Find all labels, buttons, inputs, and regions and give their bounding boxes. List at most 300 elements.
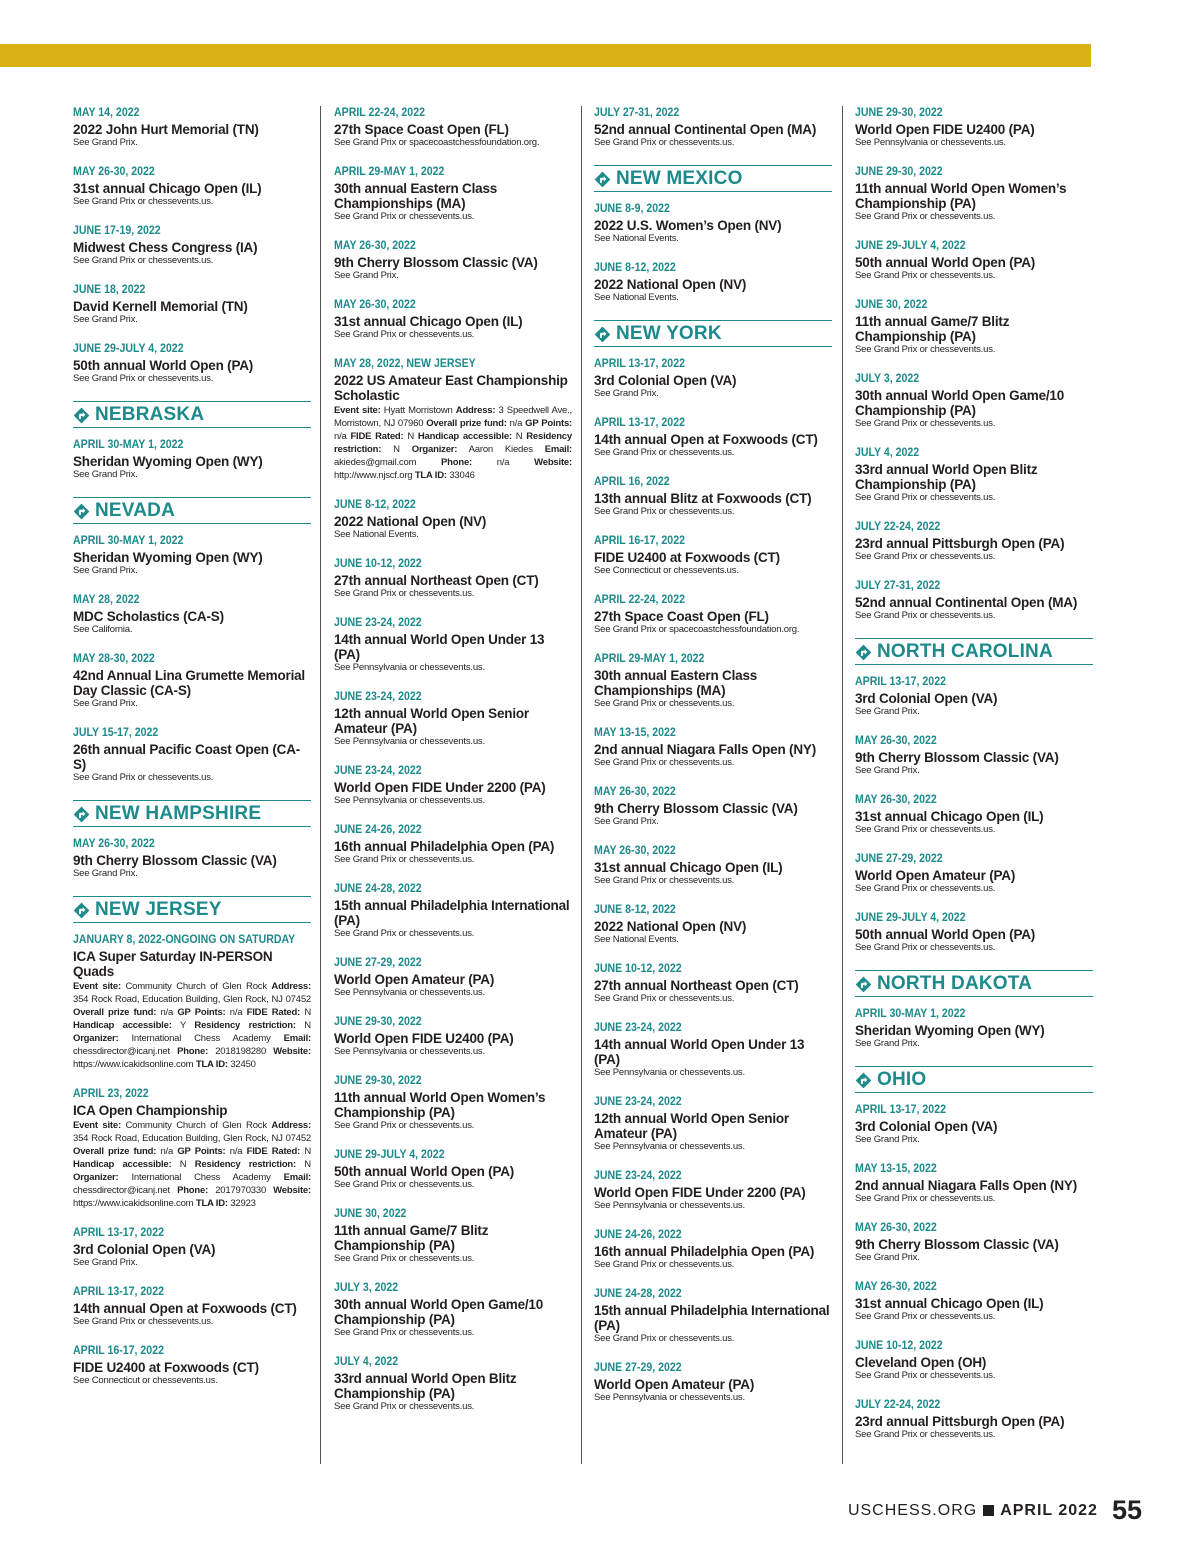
- detail-value: 33046: [449, 470, 475, 481]
- footer-separator: [983, 1505, 994, 1516]
- event-date: MAY 26-30, 2022: [594, 845, 676, 857]
- event-listing: [855, 446, 1093, 504]
- detail-label: Phone:: [177, 1046, 209, 1057]
- event-listing: [855, 1103, 1093, 1146]
- direction-sign-icon: [73, 902, 90, 919]
- event-note: See Grand Prix or chessevents.us.: [855, 492, 996, 503]
- event-listing: [855, 106, 1093, 149]
- event-title: 9th Cherry Blossom Classic (VA): [73, 853, 277, 868]
- event-note: See Grand Prix.: [73, 314, 138, 325]
- event-date: MAY 26-30, 2022: [855, 1281, 937, 1293]
- event-note: See Grand Prix or chessevents.us.: [855, 1193, 996, 1204]
- event-note: See Grand Prix.: [73, 469, 138, 480]
- event-date: JUNE 23-24, 2022: [594, 1170, 682, 1182]
- event-title: 2022 National Open (NV): [594, 919, 747, 934]
- event-note: See Grand Prix or chessevents.us.: [594, 1333, 735, 1344]
- detail-value: International Chess Academy: [131, 1172, 271, 1183]
- page-number: 55: [1111, 1495, 1142, 1525]
- event-listing: [334, 357, 572, 482]
- event-title: World Open FIDE Under 2200 (PA): [594, 1185, 806, 1200]
- event-listing: [334, 956, 572, 999]
- detail-value: n/a: [509, 418, 523, 429]
- detail-value: chessdirector@icanj.net: [73, 1185, 170, 1196]
- event-date: JUNE 10-12, 2022: [334, 558, 422, 570]
- listing-column-1: [73, 106, 311, 1403]
- event-note: See Grand Prix or chessevents.us.: [855, 942, 996, 953]
- event-listing: [594, 726, 832, 769]
- event-date: JULY 4, 2022: [334, 1356, 399, 1368]
- event-date: JUNE 27-29, 2022: [594, 1362, 682, 1374]
- detail-label: Website:: [273, 1046, 311, 1057]
- event-title: World Open Amateur (PA): [594, 1377, 755, 1392]
- top-color-bar: [0, 44, 1091, 67]
- event-note: See Pennsylvania or chessevents.us.: [855, 137, 1006, 148]
- event-note: See Grand Prix or chessevents.us.: [855, 418, 996, 429]
- event-note: See National Events.: [594, 934, 679, 945]
- event-date: JUNE 29-JULY 4, 2022: [73, 343, 184, 355]
- event-listing: [855, 793, 1093, 836]
- event-listing: [855, 1339, 1093, 1382]
- event-listing: [855, 165, 1093, 223]
- event-title: 3rd Colonial Open (VA): [594, 373, 737, 388]
- detail-value: Aaron Kiedes: [468, 444, 533, 455]
- detail-label: Phone:: [177, 1185, 209, 1196]
- event-listing: [334, 1074, 572, 1132]
- event-title: Cleveland Open (OH): [855, 1355, 987, 1370]
- event-note: See Grand Prix or chessevents.us.: [594, 993, 735, 1004]
- event-date: MAY 13-15, 2022: [594, 727, 676, 739]
- event-date: JUNE 29-30, 2022: [855, 107, 943, 119]
- event-listing: [855, 911, 1093, 954]
- detail-value: Hyatt Morristown: [383, 405, 453, 416]
- event-listing: [334, 690, 572, 748]
- event-listing: [594, 962, 832, 1005]
- direction-sign-icon: [594, 326, 611, 343]
- event-listing: [334, 823, 572, 866]
- event-title: World Open FIDE U2400 (PA): [855, 122, 1035, 137]
- event-listing: [334, 239, 572, 282]
- state-heading: [73, 800, 311, 827]
- event-listing: [594, 593, 832, 636]
- event-date: APRIL 16, 2022: [594, 476, 670, 488]
- event-listing: [855, 1398, 1093, 1441]
- event-date: JULY 15-17, 2022: [73, 727, 159, 739]
- event-title: 3rd Colonial Open (VA): [855, 1119, 998, 1134]
- event-listing: [73, 726, 311, 784]
- listing-column-2: [334, 106, 572, 1429]
- event-note: See Pennsylvania or chessevents.us.: [594, 1141, 745, 1152]
- event-date: APRIL 13-17, 2022: [855, 676, 946, 688]
- event-note: See Grand Prix or chessevents.us.: [855, 270, 996, 281]
- detail-label: Organizer:: [411, 444, 458, 455]
- event-listing: [334, 882, 572, 940]
- detail-label: Handicap accessible:: [73, 1020, 172, 1031]
- detail-value: 32923: [230, 1198, 256, 1209]
- event-date: MAY 26-30, 2022: [855, 1222, 937, 1234]
- direction-sign-icon: [855, 976, 872, 993]
- footer-month: APRIL 2022: [1000, 1501, 1098, 1519]
- listing-column-3: [594, 106, 832, 1420]
- event-listing: [594, 475, 832, 518]
- event-listing: [73, 837, 311, 880]
- event-title: 15th annual Philadelphia International (PA): [594, 1303, 830, 1333]
- event-note: See Grand Prix or chessevents.us.: [73, 255, 214, 266]
- detail-value: 2018198280: [215, 1046, 267, 1057]
- event-date: MAY 26-30, 2022: [334, 299, 416, 311]
- event-note: See Connecticut or chessevents.us.: [73, 1375, 218, 1386]
- detail-label: Handicap accessible:: [417, 431, 512, 442]
- event-title: 50th annual World Open (PA): [855, 255, 1036, 270]
- event-title: 30th annual World Open Game/10 Championship (PA): [334, 1297, 544, 1327]
- event-note: See Grand Prix or chessevents.us.: [855, 211, 996, 222]
- event-title: 52nd annual Continental Open (MA): [855, 595, 1078, 610]
- detail-value: N: [393, 444, 400, 455]
- detail-label: Overall prize fund:: [73, 1007, 157, 1018]
- footer-site[interactable]: USCHESS.ORG: [847, 1501, 978, 1519]
- event-note: See Grand Prix or chessevents.us.: [334, 854, 475, 865]
- direction-sign-icon: [855, 1072, 872, 1089]
- event-title: 31st annual Chicago Open (IL): [73, 181, 262, 196]
- event-date: MAY 26-30, 2022: [855, 794, 937, 806]
- event-title: 30th annual World Open Game/10 Championship (PA): [855, 388, 1065, 418]
- event-date: MAY 28, 2022, NEW JERSEY: [334, 358, 476, 370]
- event-listing: [73, 1087, 311, 1210]
- event-listing: [334, 1207, 572, 1265]
- event-note: See Grand Prix or chessevents.us.: [855, 1311, 996, 1322]
- detail-label: FIDE Rated:: [246, 1007, 301, 1018]
- direction-sign-icon: [73, 407, 90, 424]
- event-note: See Pennsylvania or chessevents.us.: [334, 795, 485, 806]
- detail-value: akiedes@gmail.com: [334, 457, 417, 468]
- event-title: 2022 National Open (NV): [594, 277, 747, 292]
- event-title: 14th annual Open at Foxwoods (CT): [73, 1301, 297, 1316]
- detail-label: Website:: [534, 457, 572, 468]
- direction-sign-icon: [594, 171, 611, 188]
- detail-label: GP Points:: [177, 1007, 226, 1018]
- state-heading: [594, 320, 832, 347]
- event-note: See Grand Prix or chessevents.us.: [855, 824, 996, 835]
- detail-label: FIDE Rated:: [350, 431, 404, 442]
- detail-label: Event site:: [73, 1120, 121, 1131]
- event-note: See Grand Prix or chessevents.us.: [334, 928, 475, 939]
- event-title: 31st annual Chicago Open (IL): [855, 1296, 1044, 1311]
- event-listing: [594, 1228, 832, 1271]
- event-details: [334, 404, 572, 482]
- detail-value: n/a: [496, 457, 510, 468]
- event-note: See Grand Prix or chessevents.us.: [594, 698, 735, 709]
- event-note: See Grand Prix.: [855, 1038, 920, 1049]
- state-name: NEVADA: [95, 500, 176, 521]
- event-listing: [73, 652, 311, 710]
- event-listing: [73, 438, 311, 481]
- event-note: See Grand Prix.: [73, 868, 138, 879]
- event-note: See Grand Prix or chessevents.us.: [334, 329, 475, 340]
- event-listing: [855, 1221, 1093, 1264]
- event-note: See Grand Prix.: [855, 765, 920, 776]
- state-heading: [73, 401, 311, 428]
- detail-label: TLA ID:: [195, 1198, 228, 1209]
- event-note: See Grand Prix.: [855, 1134, 920, 1145]
- detail-label: Organizer:: [73, 1172, 119, 1183]
- event-title: 27th annual Northeast Open (CT): [594, 978, 799, 993]
- event-note: See Pennsylvania or chessevents.us.: [334, 662, 485, 673]
- detail-value: N: [304, 1007, 311, 1018]
- event-note: See Grand Prix.: [855, 1252, 920, 1263]
- event-listing: [334, 1015, 572, 1058]
- event-title: 33rd annual World Open Blitz Championship (PA): [855, 462, 1038, 492]
- event-listing: [855, 1162, 1093, 1205]
- event-date: JUNE 30, 2022: [334, 1208, 407, 1220]
- detail-label: Residency restriction:: [194, 1020, 296, 1031]
- event-title: Sheridan Wyoming Open (WY): [855, 1023, 1045, 1038]
- event-listing: [594, 785, 832, 828]
- event-date: JUNE 29-JULY 4, 2022: [855, 240, 966, 252]
- event-date: APRIL 16-17, 2022: [73, 1345, 164, 1357]
- event-note: See Grand Prix or chessevents.us.: [73, 373, 214, 384]
- event-date: MAY 26-30, 2022: [594, 786, 676, 798]
- detail-label: Handicap accessible:: [73, 1159, 172, 1170]
- detail-label: Email:: [283, 1172, 311, 1183]
- event-listing: [73, 933, 311, 1071]
- event-date: JUNE 27-29, 2022: [334, 957, 422, 969]
- event-note: See Grand Prix or chessevents.us.: [73, 196, 214, 207]
- column-divider: [581, 106, 582, 1464]
- event-listing: [855, 372, 1093, 430]
- event-date: JUNE 29-JULY 4, 2022: [855, 912, 966, 924]
- event-title: 27th annual Northeast Open (CT): [334, 573, 539, 588]
- event-listing: [73, 283, 311, 326]
- event-listing: [334, 1355, 572, 1413]
- event-date: JUNE 29-30, 2022: [334, 1016, 422, 1028]
- event-title: 14th annual World Open Under 13 (PA): [334, 632, 545, 662]
- event-title: 9th Cherry Blossom Classic (VA): [334, 255, 538, 270]
- event-listing: [594, 1021, 832, 1079]
- event-title: 30th annual Eastern Class Championships (MA): [334, 181, 498, 211]
- event-date: APRIL 29-MAY 1, 2022: [594, 653, 705, 665]
- detail-value: n/a: [160, 1146, 174, 1157]
- event-title: 16th annual Philadelphia Open (PA): [594, 1244, 815, 1259]
- event-title: 31st annual Chicago Open (IL): [855, 809, 1044, 824]
- event-note: See Grand Prix or spacecoastchessfoundation.org.: [594, 624, 800, 635]
- event-date: JUNE 8-12, 2022: [594, 904, 676, 916]
- event-title: David Kernell Memorial (TN): [73, 299, 248, 314]
- event-date: APRIL 22-24, 2022: [334, 107, 425, 119]
- event-note: See Grand Prix or chessevents.us.: [334, 1253, 475, 1264]
- detail-label: Email:: [283, 1033, 311, 1044]
- event-date: JANUARY 8, 2022-ONGOING ON SATURDAY: [73, 934, 296, 946]
- detail-label: TLA ID:: [195, 1059, 228, 1070]
- event-date: APRIL 13-17, 2022: [73, 1286, 164, 1298]
- state-name: NORTH DAKOTA: [877, 973, 1033, 994]
- event-note: See Grand Prix or chessevents.us.: [334, 1120, 475, 1131]
- detail-value: N: [304, 1146, 311, 1157]
- event-date: JUNE 27-29, 2022: [855, 853, 943, 865]
- event-note: See Grand Prix.: [73, 565, 138, 576]
- event-note: See Grand Prix or chessevents.us.: [73, 1316, 214, 1327]
- event-listing: [594, 903, 832, 946]
- event-note: See Pennsylvania or chessevents.us.: [594, 1392, 745, 1403]
- detail-label: FIDE Rated:: [246, 1146, 301, 1157]
- detail-value: n/a: [229, 1007, 243, 1018]
- event-date: JULY 3, 2022: [334, 1282, 399, 1294]
- event-date: JULY 27-31, 2022: [855, 580, 941, 592]
- event-note: See Connecticut or chessevents.us.: [594, 565, 739, 576]
- event-note: See National Events.: [594, 233, 679, 244]
- event-listing: [594, 416, 832, 459]
- detail-value: n/a: [229, 1146, 243, 1157]
- event-listing: [73, 1344, 311, 1387]
- event-date: JUNE 23-24, 2022: [594, 1022, 682, 1034]
- event-note: See Grand Prix.: [594, 388, 659, 399]
- event-listing: [594, 261, 832, 304]
- detail-value: http://www.njscf.org: [334, 470, 413, 481]
- event-date: JUNE 10-12, 2022: [594, 963, 682, 975]
- event-listing: [73, 1226, 311, 1269]
- event-title: 11th annual Game/7 Blitz Championship (PA): [855, 314, 1010, 344]
- event-date: JUNE 18, 2022: [73, 284, 146, 296]
- event-title: 52nd annual Continental Open (MA): [594, 122, 817, 137]
- state-name: NEBRASKA: [95, 404, 205, 425]
- detail-value: 354 Rock Road, Education Building, Glen Rock, NJ 07452: [73, 994, 311, 1005]
- event-title: 14th annual Open at Foxwoods (CT): [594, 432, 818, 447]
- event-date: JUNE 29-30, 2022: [855, 166, 943, 178]
- event-date: JUNE 24-26, 2022: [334, 824, 422, 836]
- event-title: Sheridan Wyoming Open (WY): [73, 454, 263, 469]
- event-title: 31st annual Chicago Open (IL): [334, 314, 523, 329]
- event-date: JUNE 30, 2022: [855, 299, 928, 311]
- event-title: MDC Scholastics (CA-S): [73, 609, 224, 624]
- event-title: World Open FIDE Under 2200 (PA): [334, 780, 546, 795]
- event-listing: [334, 106, 572, 149]
- event-title: 26th annual Pacific Coast Open (CA-S): [73, 742, 301, 772]
- detail-value: n/a: [334, 431, 347, 442]
- event-title: 11th annual World Open Women’s Championship (PA): [855, 181, 1067, 211]
- state-name: OHIO: [877, 1069, 927, 1090]
- event-note: See Grand Prix.: [73, 137, 138, 148]
- event-note: See Pennsylvania or chessevents.us.: [334, 987, 485, 998]
- event-date: JUNE 23-24, 2022: [594, 1096, 682, 1108]
- event-date: MAY 13-15, 2022: [855, 1163, 937, 1175]
- state-name: NEW HAMPSHIRE: [95, 803, 262, 824]
- event-title: Midwest Chess Congress (IA): [73, 240, 258, 255]
- event-date: APRIL 30-MAY 1, 2022: [73, 439, 184, 451]
- detail-value: International Chess Academy: [131, 1033, 271, 1044]
- event-listing: [594, 534, 832, 577]
- event-date: MAY 28-30, 2022: [73, 653, 155, 665]
- event-listing: [855, 520, 1093, 563]
- event-note: See Pennsylvania or chessevents.us.: [334, 1046, 485, 1057]
- event-listing: [594, 652, 832, 710]
- event-title: 2022 National Open (NV): [334, 514, 487, 529]
- event-date: JUNE 29-30, 2022: [334, 1075, 422, 1087]
- event-listing: [334, 165, 572, 223]
- event-title: 15th annual Philadelphia International (PA): [334, 898, 570, 928]
- event-note: See Grand Prix.: [334, 270, 399, 281]
- state-heading: [855, 970, 1093, 997]
- event-title: World Open FIDE U2400 (PA): [334, 1031, 514, 1046]
- detail-value: N: [304, 1020, 311, 1031]
- event-note: See Grand Prix or chessevents.us.: [594, 1259, 735, 1270]
- event-title: 23rd annual Pittsburgh Open (PA): [855, 1414, 1065, 1429]
- event-listing: [855, 734, 1093, 777]
- event-listing: [334, 298, 572, 341]
- state-name: NEW MEXICO: [616, 168, 743, 189]
- event-note: See Grand Prix or chessevents.us.: [594, 506, 735, 517]
- event-note: See Grand Prix or chessevents.us.: [334, 1179, 475, 1190]
- event-title: 11th annual World Open Women’s Championship (PA): [334, 1090, 546, 1120]
- event-date: APRIL 13-17, 2022: [855, 1104, 946, 1116]
- event-listing: [334, 616, 572, 674]
- event-date: JUNE 24-28, 2022: [594, 1288, 682, 1300]
- event-note: See Grand Prix or chessevents.us.: [855, 1370, 996, 1381]
- detail-label: Address:: [271, 981, 311, 992]
- event-note: See Grand Prix or chessevents.us.: [855, 344, 996, 355]
- event-note: See Grand Prix.: [73, 1257, 138, 1268]
- event-details: [73, 980, 311, 1071]
- detail-value: Y: [179, 1020, 186, 1031]
- event-note: See California.: [73, 624, 133, 635]
- event-date: APRIL 29-MAY 1, 2022: [334, 166, 445, 178]
- detail-label: Residency restriction:: [334, 431, 572, 455]
- event-date: APRIL 30-MAY 1, 2022: [73, 535, 184, 547]
- event-date: JULY 22-24, 2022: [855, 521, 941, 533]
- event-listing: [855, 579, 1093, 622]
- event-title: FIDE U2400 at Foxwoods (CT): [594, 550, 780, 565]
- event-title: ICA Super Saturday IN-PERSON Quads: [73, 949, 273, 979]
- event-title: World Open Amateur (PA): [855, 868, 1016, 883]
- event-date: JUNE 8-12, 2022: [334, 499, 416, 511]
- event-date: JULY 27-31, 2022: [594, 107, 680, 119]
- event-date: APRIL 23, 2022: [73, 1088, 149, 1100]
- detail-label: Residency restriction:: [194, 1159, 296, 1170]
- event-note: See Grand Prix or spacecoastchessfoundation.org.: [334, 137, 540, 148]
- detail-label: Overall prize fund:: [73, 1146, 157, 1157]
- detail-value: N: [179, 1159, 187, 1170]
- event-title: 9th Cherry Blossom Classic (VA): [855, 1237, 1059, 1252]
- event-title: 42nd Annual Lina Grumette Memorial Day Classic (CA-S): [73, 668, 305, 698]
- state-name: NEW YORK: [616, 323, 722, 344]
- state-heading: [594, 165, 832, 192]
- event-listing: [594, 106, 832, 149]
- event-listing: [73, 593, 311, 636]
- page-footer: [848, 1495, 1142, 1526]
- column-divider: [842, 106, 843, 1464]
- event-note: See Pennsylvania or chessevents.us.: [594, 1067, 745, 1078]
- event-note: See Grand Prix or chessevents.us.: [334, 1327, 475, 1338]
- detail-value: https://www.icakidsonline.com: [73, 1059, 194, 1070]
- event-title: 12th annual World Open Senior Amateur (PA): [594, 1111, 789, 1141]
- event-listing: [73, 106, 311, 149]
- event-listing: [594, 357, 832, 400]
- detail-value: 32450: [230, 1059, 256, 1070]
- event-note: See Grand Prix or chessevents.us.: [594, 137, 735, 148]
- event-date: MAY 28, 2022: [73, 594, 140, 606]
- event-listing: [73, 224, 311, 267]
- detail-label: Website:: [273, 1185, 311, 1196]
- event-listing: [594, 1169, 832, 1212]
- event-date: JUNE 29-JULY 4, 2022: [334, 1149, 445, 1161]
- detail-value: N: [304, 1159, 311, 1170]
- event-title: ICA Open Championship: [73, 1103, 228, 1118]
- event-title: 50th annual World Open (PA): [855, 927, 1036, 942]
- detail-value: https://www.icakidsonline.com: [73, 1198, 194, 1209]
- event-title: Sheridan Wyoming Open (WY): [73, 550, 263, 565]
- event-title: 14th annual World Open Under 13 (PA): [594, 1037, 805, 1067]
- event-listing: [334, 498, 572, 541]
- event-date: JUNE 24-26, 2022: [594, 1229, 682, 1241]
- event-note: See Grand Prix.: [594, 816, 659, 827]
- event-title: 50th annual World Open (PA): [73, 358, 254, 373]
